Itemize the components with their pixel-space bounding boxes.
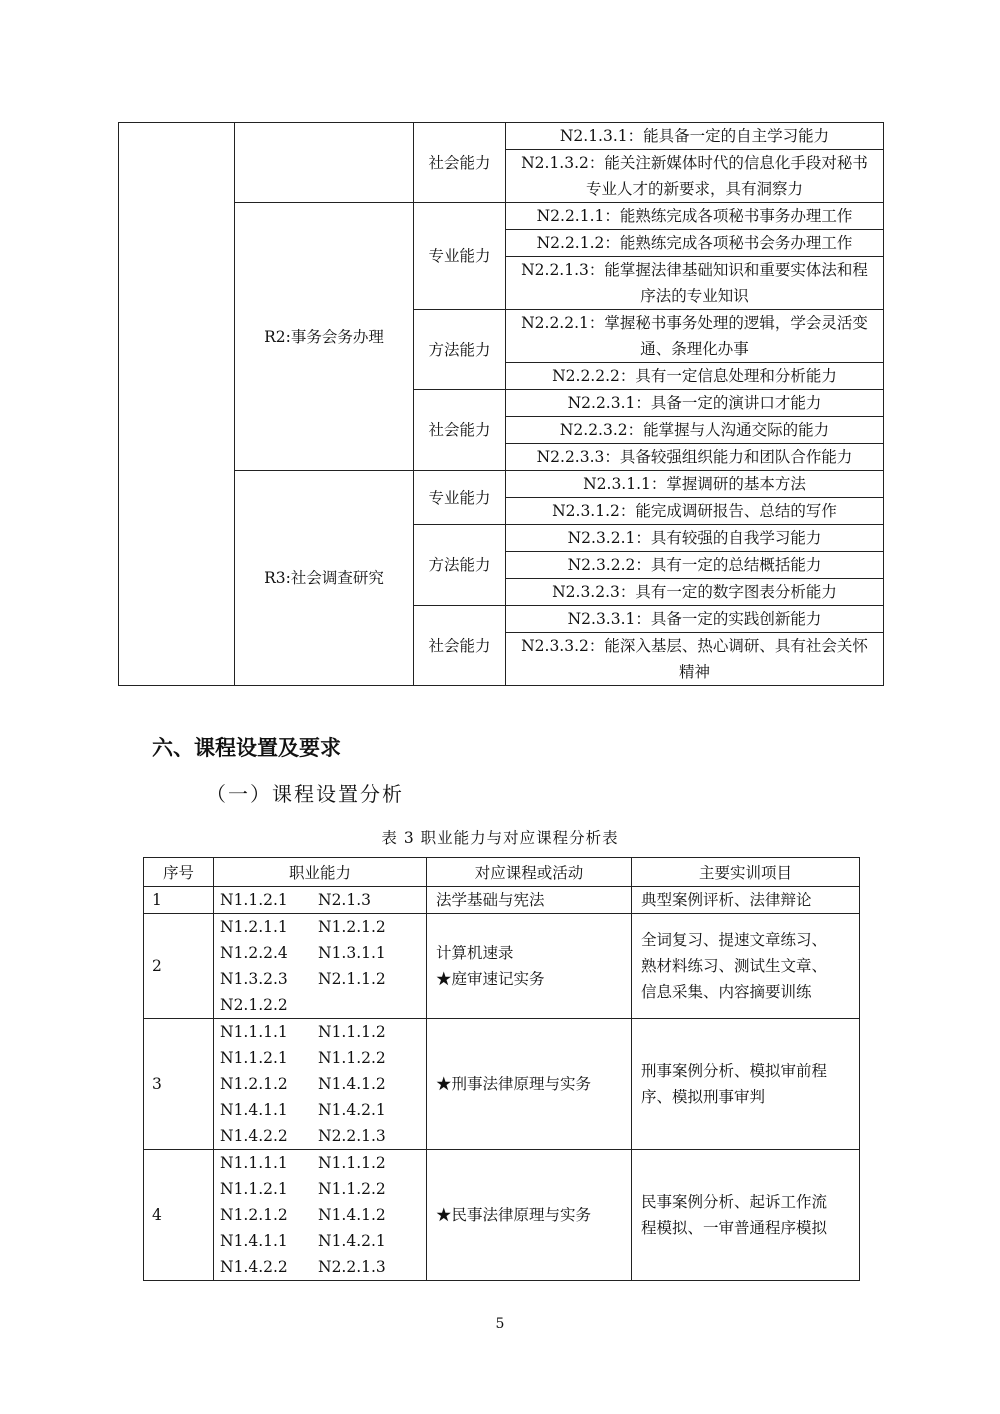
ability-item-cell: N2.3.1.2：能完成调研报告、总结的写作 <box>506 498 884 525</box>
course-name: ★民事法律原理与实务 <box>436 1206 592 1224</box>
ability-type-cell: 社会能力 <box>414 123 506 203</box>
ability-code: N1.1.1.2 <box>318 1023 386 1041</box>
ability-code: N1.4.2.1 <box>318 1232 386 1250</box>
table-caption: 表 3 职业能力与对应课程分析表 <box>381 829 619 847</box>
row-number: 1 <box>144 887 214 914</box>
ability-item-cell: N2.2.2.1：掌握秘书事务处理的逻辑，学会灵活变通、条理化办事 <box>506 310 884 363</box>
ability-code: N1.1.2.1 <box>220 1180 288 1198</box>
role-cell: R2:事务会务办理 <box>235 203 414 471</box>
course-cell <box>427 1019 632 1150</box>
ability-item-cell: N2.3.3.2：能深入基层、热心调研、具有社会关怀精神 <box>506 633 884 686</box>
project-cell <box>632 1019 860 1150</box>
ability-code-line <box>220 914 420 940</box>
ability-code: N1.3.1.1 <box>318 944 386 962</box>
ability-code: N1.1.1.2 <box>318 1154 386 1172</box>
ability-code: N2.2.1.3 <box>318 1127 386 1145</box>
table-header-row <box>144 858 860 887</box>
ability-code-line <box>220 887 420 913</box>
role-cell <box>235 123 414 203</box>
ability-code-line <box>220 1176 420 1202</box>
course-analysis-table <box>143 857 860 1281</box>
course-cell <box>427 1150 632 1281</box>
ability-item-cell: N2.1.3.1：能具备一定的自主学习能力 <box>506 123 884 150</box>
ability-item-cell: N2.2.2.2：具有一定信息处理和分析能力 <box>506 363 884 390</box>
ability-item-cell: N2.2.3.2：能掌握与人沟通交际的能力 <box>506 417 884 444</box>
ability-codes-cell <box>214 1019 427 1150</box>
ability-code-line <box>220 1123 420 1149</box>
ability-type-cell: 专业能力 <box>414 203 506 310</box>
header-abilities: 职业能力 <box>214 858 427 887</box>
ability-code-line <box>220 1019 420 1045</box>
ability-code-line <box>220 1202 420 1228</box>
project-line: 典型案例评析、法律辩论 <box>641 891 812 909</box>
row-number: 3 <box>144 1019 214 1150</box>
subsection-heading: （一）课程设置分析 <box>206 782 404 806</box>
ability-item-cell: N2.2.3.3：具备较强组织能力和团队合作能力 <box>506 444 884 471</box>
ability-code: N1.2.1.2 <box>220 1075 288 1093</box>
project-line: 程模拟、一审普通程序模拟 <box>641 1219 828 1237</box>
ability-code: N1.1.1.1 <box>220 1154 288 1172</box>
ability-item-cell: N2.2.1.2：能熟练完成各项秘书会务办理工作 <box>506 230 884 257</box>
ability-item-cell: N2.2.1.1：能熟练完成各项秘书事务办理工作 <box>506 203 884 230</box>
ability-item-cell: N2.3.2.3：具有一定的数字图表分析能力 <box>506 579 884 606</box>
ability-code-line <box>220 1045 420 1071</box>
ability-codes-cell <box>214 914 427 1019</box>
table-row <box>144 1150 860 1281</box>
table-row <box>144 887 860 914</box>
ability-code: N2.1.3 <box>318 891 372 909</box>
course-cell <box>427 887 632 914</box>
ability-codes-cell <box>214 887 427 914</box>
ability-code: N1.4.2.2 <box>220 1127 288 1145</box>
project-line: 全词复习、提速文章练习、 <box>641 931 828 949</box>
ability-code: N1.1.1.1 <box>220 1023 288 1041</box>
ability-code: N1.4.1.1 <box>220 1101 288 1119</box>
ability-code: N2.1.1.2 <box>318 970 386 988</box>
ability-code-line <box>220 940 420 966</box>
project-line: 信息采集、内容摘要训练 <box>641 983 812 1001</box>
project-line: 序、模拟刑事审判 <box>641 1088 766 1106</box>
ability-code-line <box>220 1097 420 1123</box>
ability-code: N2.1.2.2 <box>220 996 288 1014</box>
project-cell <box>632 887 860 914</box>
page-number: 5 <box>495 1316 505 1332</box>
ability-code-line <box>220 1150 420 1176</box>
course-name: 法学基础与宪法 <box>436 891 545 909</box>
project-line: 民事案例分析、起诉工作流 <box>641 1193 828 1211</box>
ability-code: N1.1.2.1 <box>220 891 288 909</box>
project-cell <box>632 1150 860 1281</box>
ability-code-line <box>220 1071 420 1097</box>
ability-code-line <box>220 966 420 992</box>
ability-type-cell: 社会能力 <box>414 606 506 686</box>
ability-code: N1.2.1.1 <box>220 918 288 936</box>
ability-type-cell: 方法能力 <box>414 310 506 390</box>
ability-code-line <box>220 992 420 1018</box>
ability-item-cell: N2.2.1.3：能掌握法律基础知识和重要实体法和程序法的专业知识 <box>506 257 884 310</box>
ability-code: N1.3.2.3 <box>220 970 288 988</box>
ability-code-line <box>220 1228 420 1254</box>
ability-code: N1.2.2.4 <box>220 944 288 962</box>
ability-code: N1.4.2.2 <box>220 1258 288 1276</box>
ability-item-cell: N2.3.2.2：具有一定的总结概括能力 <box>506 552 884 579</box>
role-cell: R3:社会调查研究 <box>235 471 414 686</box>
outer-cell <box>119 123 235 686</box>
course-name: ★庭审速记实务 <box>436 970 545 988</box>
ability-type-cell: 社会能力 <box>414 390 506 471</box>
ability-code: N1.1.2.2 <box>318 1049 386 1067</box>
project-line: 熟材料练习、测试生文章、 <box>641 957 828 975</box>
project-cell <box>632 914 860 1019</box>
ability-item-cell: N2.1.3.2：能关注新媒体时代的信息化手段对秘书专业人才的新要求，具有洞察力 <box>506 150 884 203</box>
header-projects: 主要实训项目 <box>632 858 860 887</box>
ability-type-cell: 方法能力 <box>414 525 506 606</box>
header-no: 序号 <box>144 858 214 887</box>
ability-item-cell: N2.3.2.1：具有较强的自我学习能力 <box>506 525 884 552</box>
ability-code: N1.1.2.2 <box>318 1180 386 1198</box>
course-cell <box>427 914 632 1019</box>
row-number: 4 <box>144 1150 214 1281</box>
ability-code: N1.4.1.2 <box>318 1075 386 1093</box>
ability-item-cell: N2.3.3.1：具备一定的实践创新能力 <box>506 606 884 633</box>
ability-codes-cell <box>214 1150 427 1281</box>
ability-code: N1.1.2.1 <box>220 1049 288 1067</box>
ability-code: N1.4.1.2 <box>318 1206 386 1224</box>
table-row <box>144 1019 860 1150</box>
table-row <box>119 123 884 150</box>
ability-code: N2.2.1.3 <box>318 1258 386 1276</box>
ability-code: N1.4.1.1 <box>220 1232 288 1250</box>
table-row <box>144 914 860 1019</box>
ability-code: N1.2.1.2 <box>318 918 386 936</box>
section-heading: 六、课程设置及要求 <box>152 736 341 760</box>
ability-type-cell: 专业能力 <box>414 471 506 525</box>
header-courses: 对应课程或活动 <box>427 858 632 887</box>
competency-table <box>118 122 884 686</box>
project-line: 刑事案例分析、模拟审前程 <box>641 1062 828 1080</box>
ability-code-line <box>220 1254 420 1280</box>
ability-item-cell: N2.3.1.1：掌握调研的基本方法 <box>506 471 884 498</box>
course-name: ★刑事法律原理与实务 <box>436 1075 592 1093</box>
row-number: 2 <box>144 914 214 1019</box>
ability-item-cell: N2.2.3.1：具备一定的演讲口才能力 <box>506 390 884 417</box>
ability-code: N1.4.2.1 <box>318 1101 386 1119</box>
ability-code: N1.2.1.2 <box>220 1206 288 1224</box>
course-name: 计算机速录 <box>436 944 514 962</box>
